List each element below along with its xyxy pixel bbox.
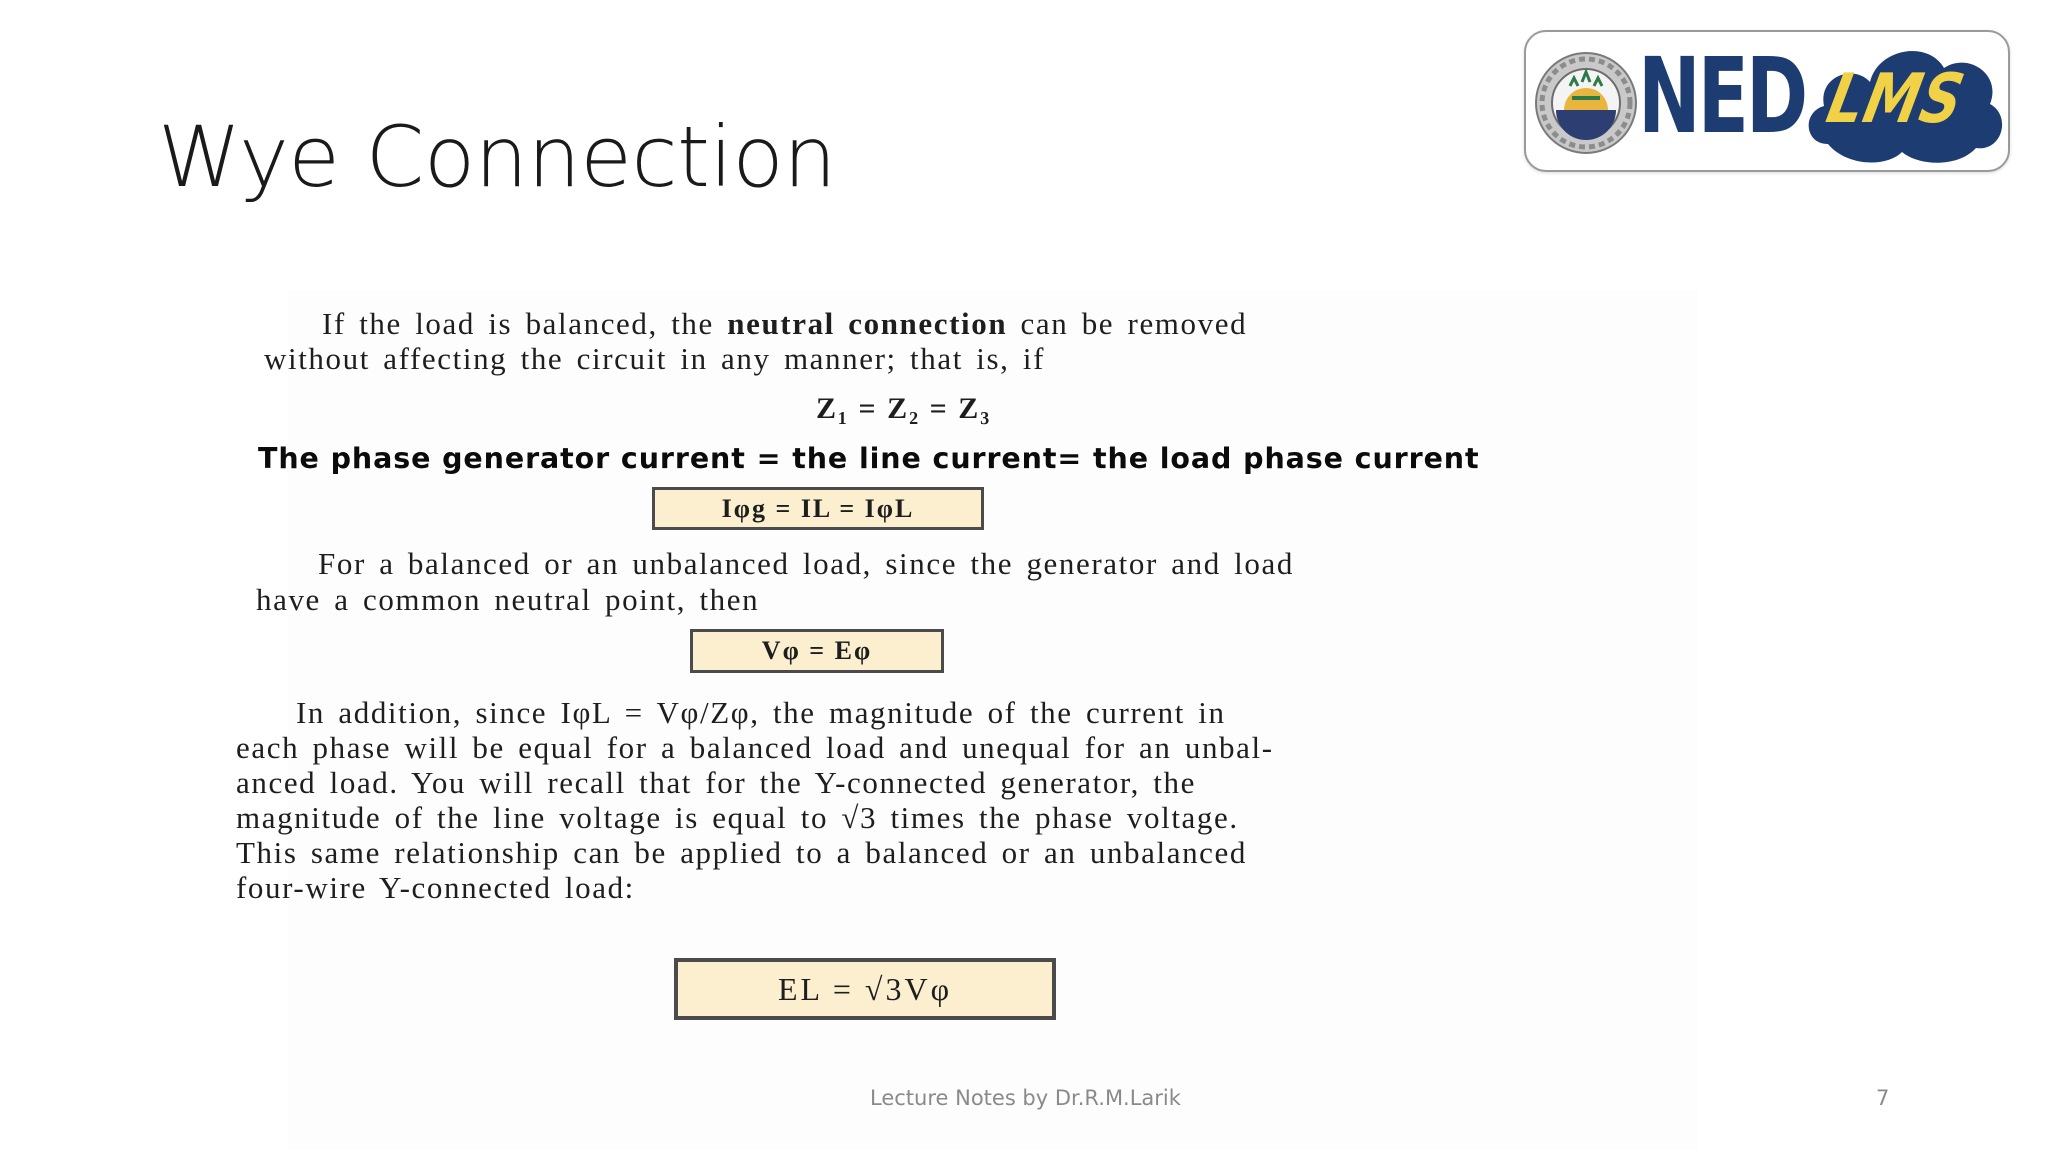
line-voltage-equation-box: EL = √3Vφ	[674, 958, 1056, 1020]
footer-text: Lecture Notes by Dr.R.M.Larik	[870, 1086, 1181, 1110]
page-number: 7	[1876, 1086, 1890, 1110]
para3-line1: In addition, since IφL = Vφ/Zφ, the magnitude of the current in	[296, 695, 1226, 730]
para1-line2: without affecting the circuit in any manner; that is, if	[264, 341, 1046, 376]
logo-ned-text: NED	[1638, 35, 1806, 157]
para3-line4: magnitude of the line voltage is equal to √3 times the phase voltage.	[236, 800, 1239, 835]
para3-line2: each phase will be equal for a balanced load and unequal for an unbal-	[236, 730, 1274, 765]
para2-line2: have a common neutral point, then	[256, 582, 760, 617]
para3-line3: anced load. You will recall that for the Y-connected generator, the	[236, 765, 1196, 800]
slide-title: Wye Connection	[158, 108, 836, 206]
para1-text-cont: can be removed	[1007, 306, 1248, 341]
university-seal-icon	[1534, 38, 1638, 168]
neutral-connection-term: neutral connection	[727, 306, 1008, 341]
para3-line6: four-wire Y-connected load:	[236, 870, 635, 905]
bold-statement: The phase generator current = the line current= the load phase current	[258, 442, 1480, 475]
voltage-equation-box: Vφ = Eφ	[690, 629, 944, 673]
current-equation-box: Iφg = IL = IφL	[652, 487, 984, 530]
para3-line5: This same relationship can be applied to a balanced or an unbalanced	[236, 835, 1247, 870]
para1-line1	[322, 306, 1247, 341]
logo-lms-text: LMS	[1820, 60, 1971, 139]
para2-line1: For a balanced or an unbalanced load, since the generator and load	[318, 546, 1294, 581]
impedance-equation: Z₁ = Z₂ = Z₃	[816, 392, 992, 425]
para1-text: If the load is balanced, the	[322, 306, 728, 341]
ned-lms-logo	[1524, 30, 2010, 172]
